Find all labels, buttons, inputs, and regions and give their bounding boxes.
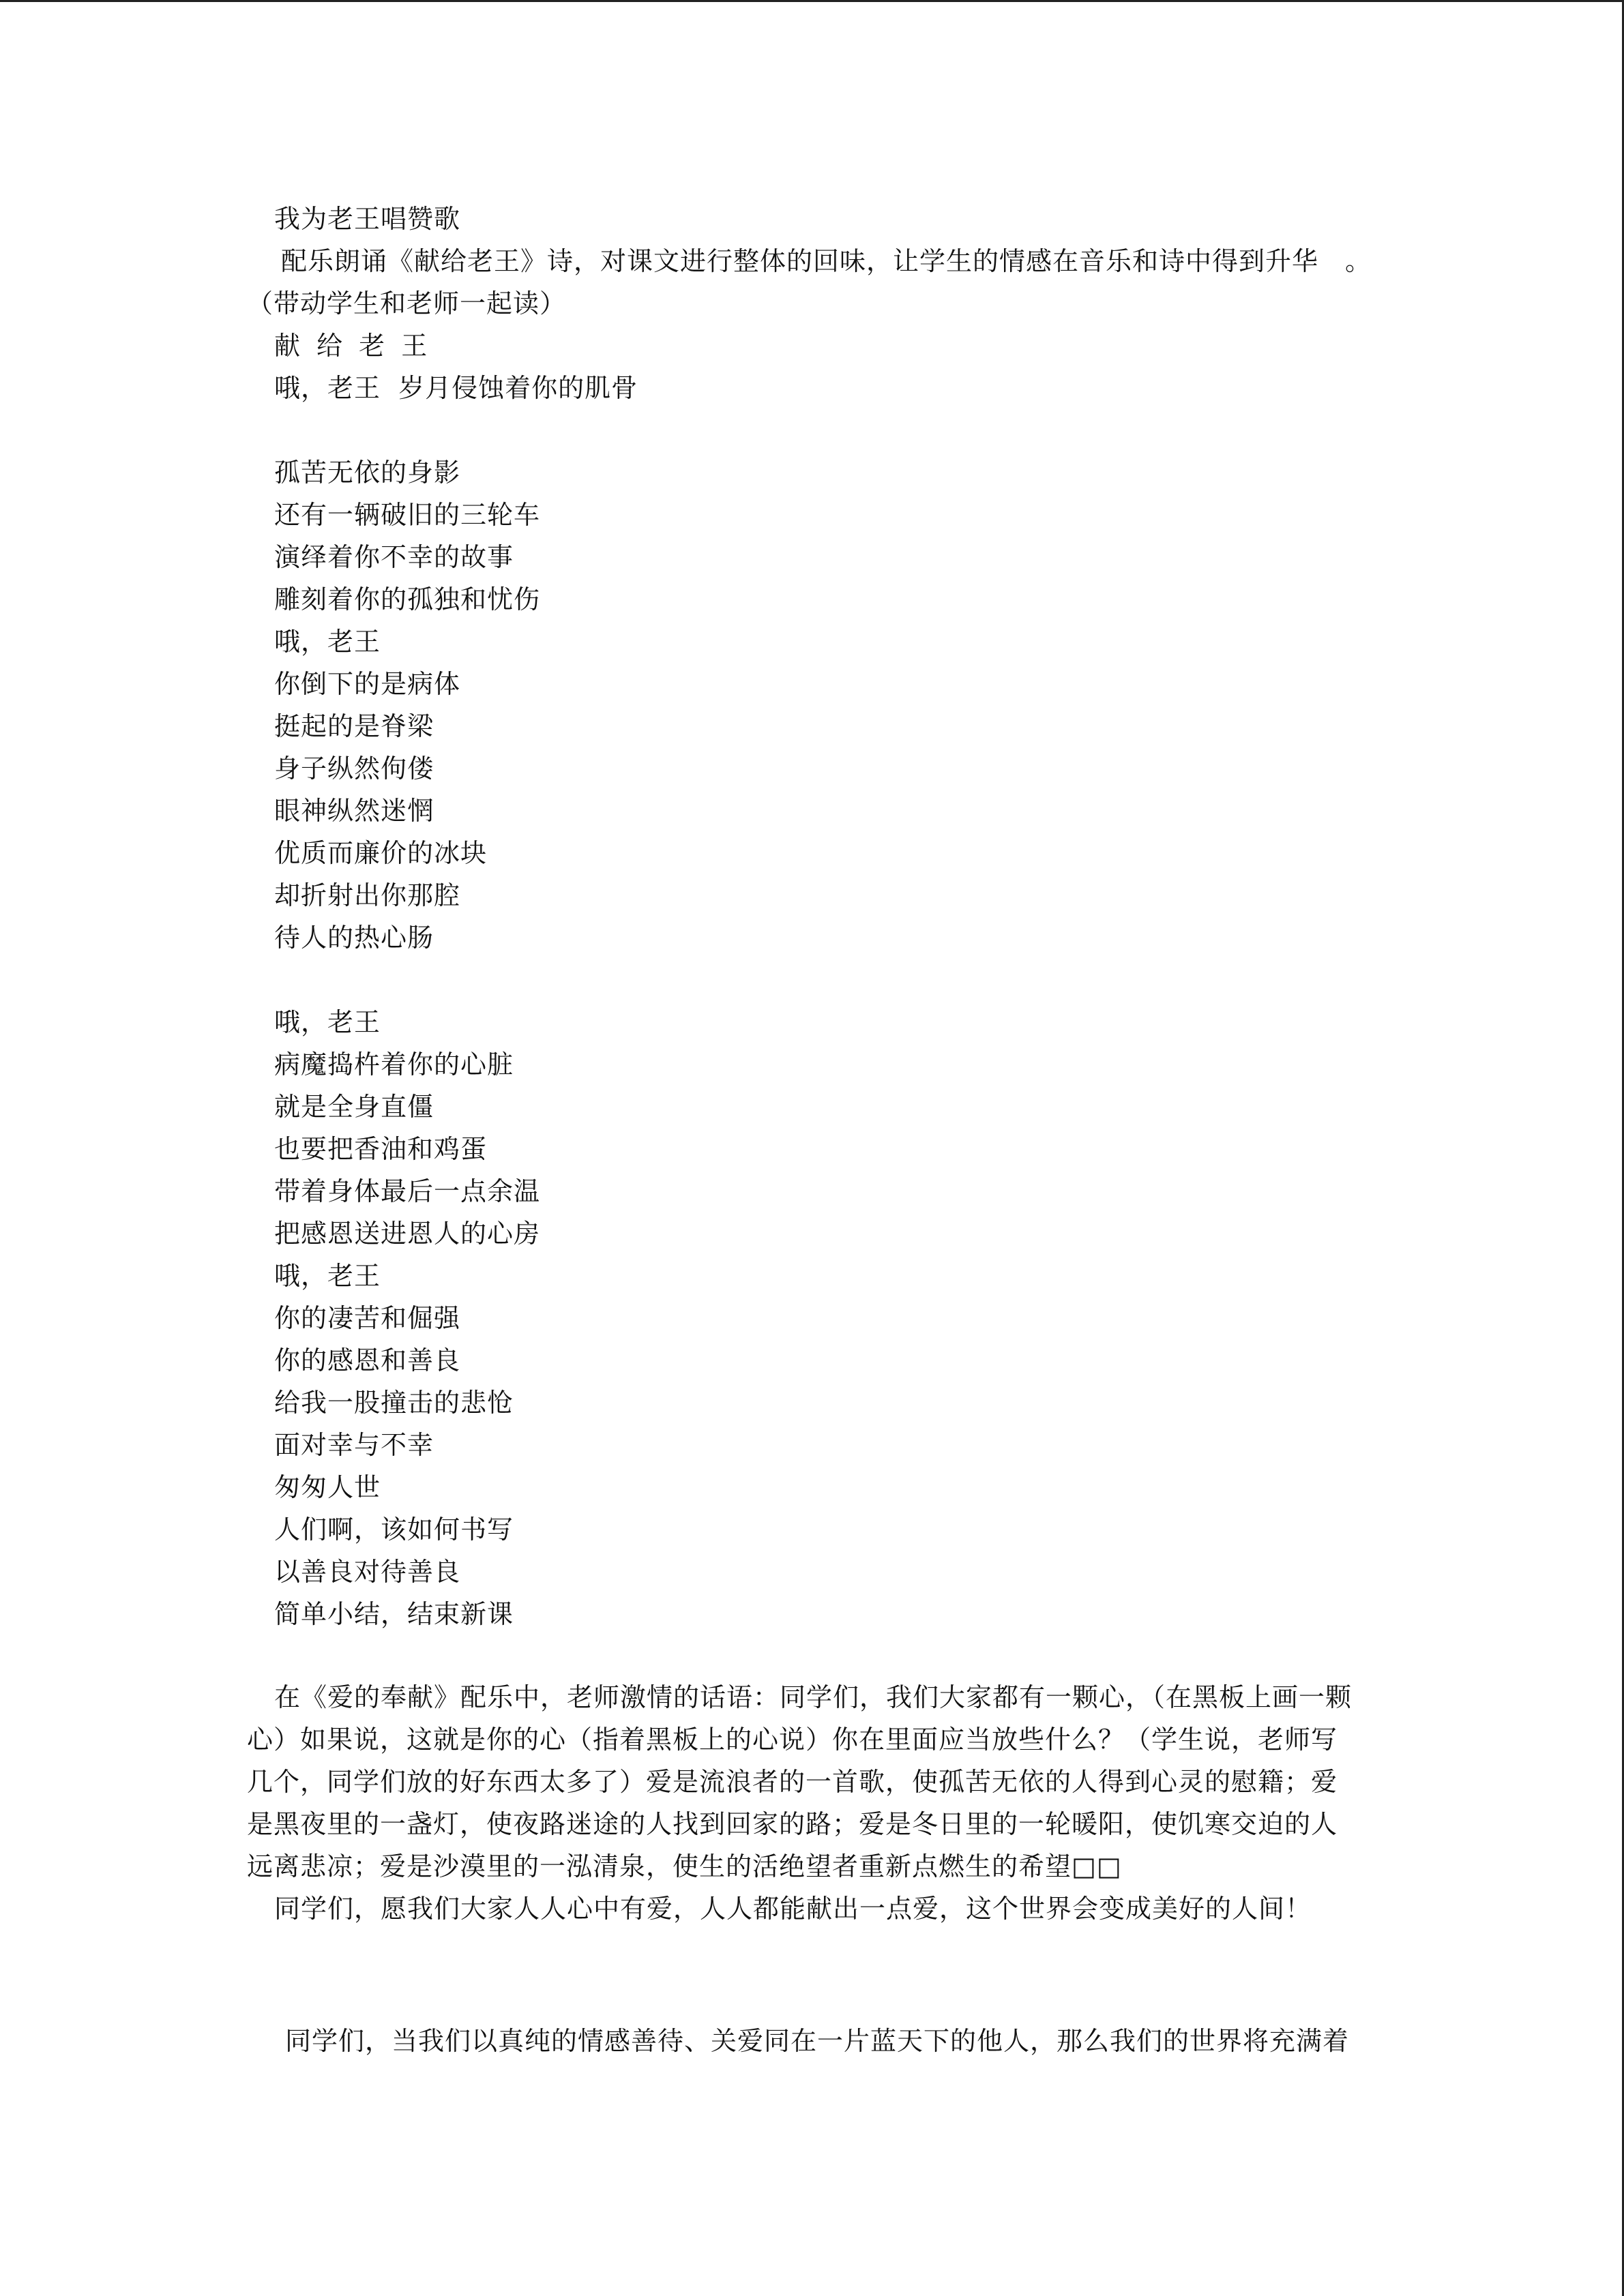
- poem-line: 面对幸与不幸: [274, 1430, 434, 1460]
- poem-line: 以善良对待善良: [274, 1557, 461, 1587]
- poem-line: 把感恩送进恩人的心房: [274, 1219, 541, 1249]
- poem-line: 身子纵然佝偻: [274, 754, 434, 784]
- section-heading: 我为老王唱赞歌: [274, 204, 461, 234]
- final-line: 同学们，当我们以真纯的情感善待、关爱同在一片蓝天下的他人，那么我们的世界将充满着: [285, 2026, 1350, 2056]
- poem-line: 病魔捣杵着你的心脏: [274, 1049, 514, 1079]
- paragraph-line: 在《爱的奉献》配乐中，老师激情的话语：同学们，我们大家都有一颗心，（在黑板上画一颗: [274, 1682, 1353, 1712]
- poem-line: 你的感恩和善良: [274, 1345, 461, 1375]
- poem-line: 孤苦无依的身影: [274, 458, 461, 488]
- paragraph-line: 心）如果说，这就是你的心（指着黑板上的心说）你在里面应当放些什么？（学生说，老师写: [247, 1725, 1338, 1755]
- poem-line: 哦，老王: [274, 1261, 381, 1291]
- poem-title: 献 给 老 王: [274, 331, 432, 361]
- poem-line: 人们啊，该如何书写: [274, 1515, 514, 1545]
- poem-line: 你倒下的是病体: [274, 669, 461, 699]
- paragraph-line: 几个，同学们放的好东西太多了）爱是流浪者的一首歌，使孤苦无依的人得到心灵的慰籍；爱: [247, 1767, 1338, 1797]
- poem-line: 给我一股撞击的悲怆: [274, 1388, 514, 1418]
- paragraph-line: 远离悲凉；爱是沙漠里的一泓清泉，使生的活绝望者重新点燃生的希望□□: [247, 1851, 1122, 1881]
- poem-line: 演绎着你不幸的故事: [274, 542, 514, 572]
- poem-opening-line: 哦，老王 岁月侵蚀着你的肌骨: [274, 373, 638, 403]
- poem-line: 哦，老王: [274, 627, 381, 657]
- poem-line: 待人的热心肠: [274, 923, 434, 953]
- intro-text-continued: （带动学生和老师一起读）: [247, 288, 567, 318]
- poem-line: 哦，老王: [274, 1007, 381, 1037]
- poem-line: 就是全身直僵: [274, 1092, 434, 1122]
- poem-line: 还有一辆破旧的三轮车: [274, 500, 541, 530]
- poem-line: 挺起的是脊梁: [274, 711, 434, 741]
- poem-line: 你的凄苦和倔强: [274, 1303, 461, 1333]
- lesson-summary-line: 简单小结，结束新课: [274, 1599, 514, 1629]
- poem-line: 匆匆人世: [274, 1472, 381, 1502]
- poem-line: 眼神纵然迷惘: [274, 796, 434, 826]
- poem-line: 也要把香油和鸡蛋: [274, 1134, 488, 1164]
- closing-sentence: 同学们，愿我们大家人人心中有爱，人人都能献出一点爱，这个世界会变成美好的人间！: [274, 1894, 1312, 1924]
- poem-line: 带着身体最后一点余温: [274, 1176, 541, 1206]
- intro-text: 配乐朗诵《献给老王》诗，对课文进行整体的回味，让学生的情感在音乐和诗中得到升华 。: [281, 246, 1372, 276]
- poem-line: 优质而廉价的冰块: [274, 838, 488, 868]
- poem-line: 却折射出你那腔: [274, 880, 461, 910]
- paragraph-line: 是黑夜里的一盏灯，使夜路迷途的人找到回家的路；爱是冬日里的一轮暖阳，使饥寒交迫的人: [247, 1809, 1338, 1839]
- poem-line: 雕刻着你的孤独和忧伤: [274, 584, 541, 614]
